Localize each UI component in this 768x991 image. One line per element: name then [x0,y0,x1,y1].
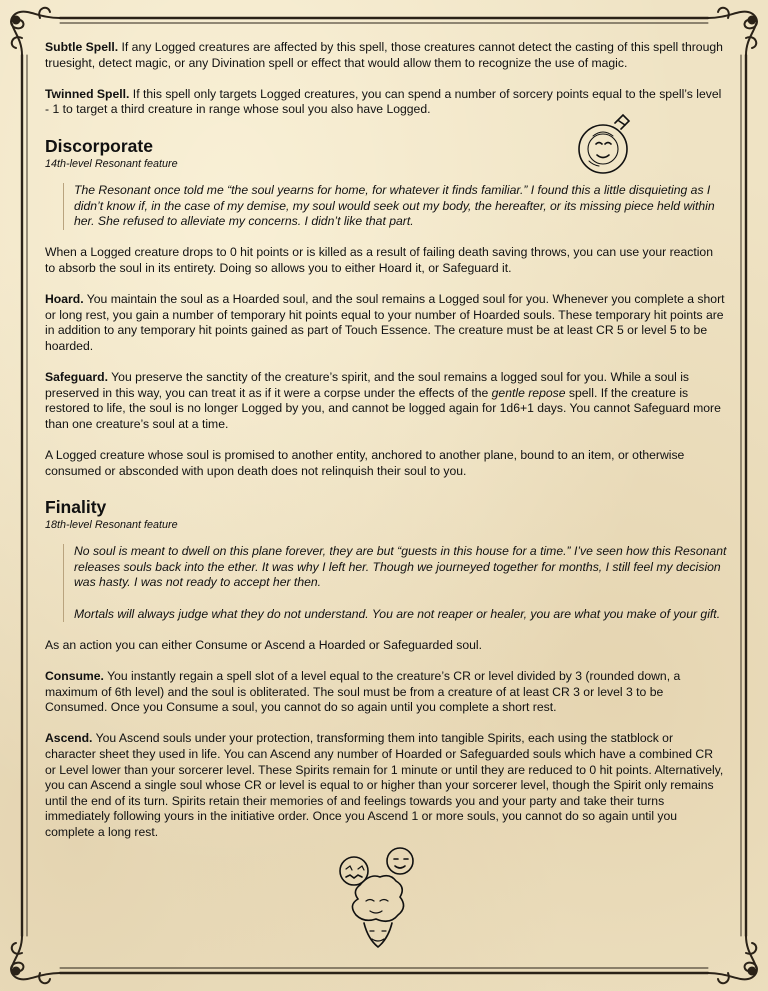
discorporate-intro: When a Logged creature drops to 0 hit points or is killed as a result of failing death saving throws, you can use your reaction to absorb the soul in its entirety. Doing so allows you to either Hoard it, or Safeguard it. [45,245,713,275]
discorporate-quote [63,183,729,230]
ascend-paragraph [45,731,725,840]
ascend-title: Ascend. [45,731,93,746]
discorporate-closing: A Logged creature whose soul is promised to another entity, anchored to another plane, bound to an item, or otherwise consumed or absconded with upon death does not relinquish their soul to you. [45,448,685,478]
subtle-spell-title: Subtle Spell. [45,40,119,54]
safeguard-text-2: spell. If the creature is restored to life, the soul is no longer Logged by you, and cannot be logged again for 1d6+1 days. You cannot Safeguard more than one creature’s soul at a time. [45,385,721,431]
twinned-spell-title: Twinned Spell. [45,86,130,101]
discorporate-subheading: 14th-level Resonant feature [45,157,178,170]
twinned-spell-text: If this spell only targets Logged creatures, you can spend a number of sorcery points equal to the spell’s level - 1 to target a third creature in range whose soul you also have Logged. [45,86,722,117]
ascend-text: You Ascend souls under your protection, transforming them into tangible Spirits, each using the statblock or character sheet they used in life. You can Ascend any number of Hoarded or Safeguarded souls which have a combined CR or Level lower than your sorcerer level. These Spirits remain for 1 minute or until they are reduced to 0 hit points. Alternatively, you can Ascend a single soul whose CR or level is equal to or higher than your sorcerer level, though the Spirit only remains until the end of its turn. Spirits retain their memories of and feelings towards you and your party and take their turns immediately following yours in the initiative order. Once you Ascend 1 or more souls, you cannot do so again until you complete a long rest. [45,731,724,839]
safeguard-text-1: You preserve the sanctity of the creature’s spirit, and the soul remains a logged soul for you. While a soul is preserved in this way, you can treat it as if it were a corpse under the effects of the [45,370,690,400]
gentle-repose-spell-name: gentle repose [491,385,566,400]
finality-heading: Finality [45,497,107,518]
finality-intro: As an action you can either Consume or Ascend a Hoarded or Safeguarded soul. [45,637,482,652]
consume-title: Consume. [45,669,104,683]
discorporate-quote-text: The Resonant once told me “the soul yearns for home, for whatever it finds familiar.” I found this a little disquieting as I didn’t know if, in the case of my demise, my soul would seek out my body, the hereafter, or its missing piece held within her. She refused to alleviate my concerns. I didn’t like that part. [74,182,715,229]
safeguard-paragraph [45,370,725,432]
finality-section [45,497,725,840]
twinned-spell-paragraph [45,87,725,118]
hoard-text: You maintain the soul as a Hoarded soul, and the soul remains a Logged soul for you. Whenever you complete a short or long rest, you gain a number of temporary hit points equal to your number of Hoarded souls. These temporary hit points are in addition to any temporary hit points gained as part of Touch Essence. The creature must be at least CR 5 or level 5 to be hoarded. [45,292,725,353]
finality-quote-text-2: Mortals will always judge what they do not understand. You are not reaper or healer, you are what you make of your gift. [74,606,721,621]
subtle-spell-paragraph [45,40,725,71]
finality-subheading: 18th-level Resonant feature [45,519,178,532]
finality-quote [63,544,729,622]
hoard-paragraph [45,292,725,354]
discorporate-section [45,136,725,479]
consume-paragraph [45,669,725,716]
consume-text: You instantly regain a spell slot of a level equal to the creature’s CR or level divided by 3 (rounded down, a maximum of 6th level) and the soul is obliterated. The soul must be from a creature of at least CR 3 or level 3 to be Consumed. Once you Consume a soul, you cannot do so again until you complete a short rest. [45,669,681,715]
document-body [45,40,725,856]
hoard-title: Hoard. [45,292,84,307]
subtle-spell-text: If any Logged creatures are affected by this spell, those creatures cannot detect the casting of this spell through truesight, detect magic, or any Divination spell or effect that would allow them to recognize the use of magic. [45,40,723,70]
corner-flourish-bottom-left [11,936,60,983]
safeguard-title: Safeguard. [45,370,108,385]
spirits-group-icon [330,845,426,957]
finality-quote-text-1: No soul is meant to dwell on this plane forever, they are but “guests in this house for a time.” I’ve seen how this Resonant releases souls back into the ether. It was why I left her. Though we journeyed together for months, I still feel my decision was hasty. I was not ready to accept her then. [74,544,727,590]
corner-flourish-bottom-right [708,936,757,983]
discorporate-heading: Discorporate [45,135,153,156]
